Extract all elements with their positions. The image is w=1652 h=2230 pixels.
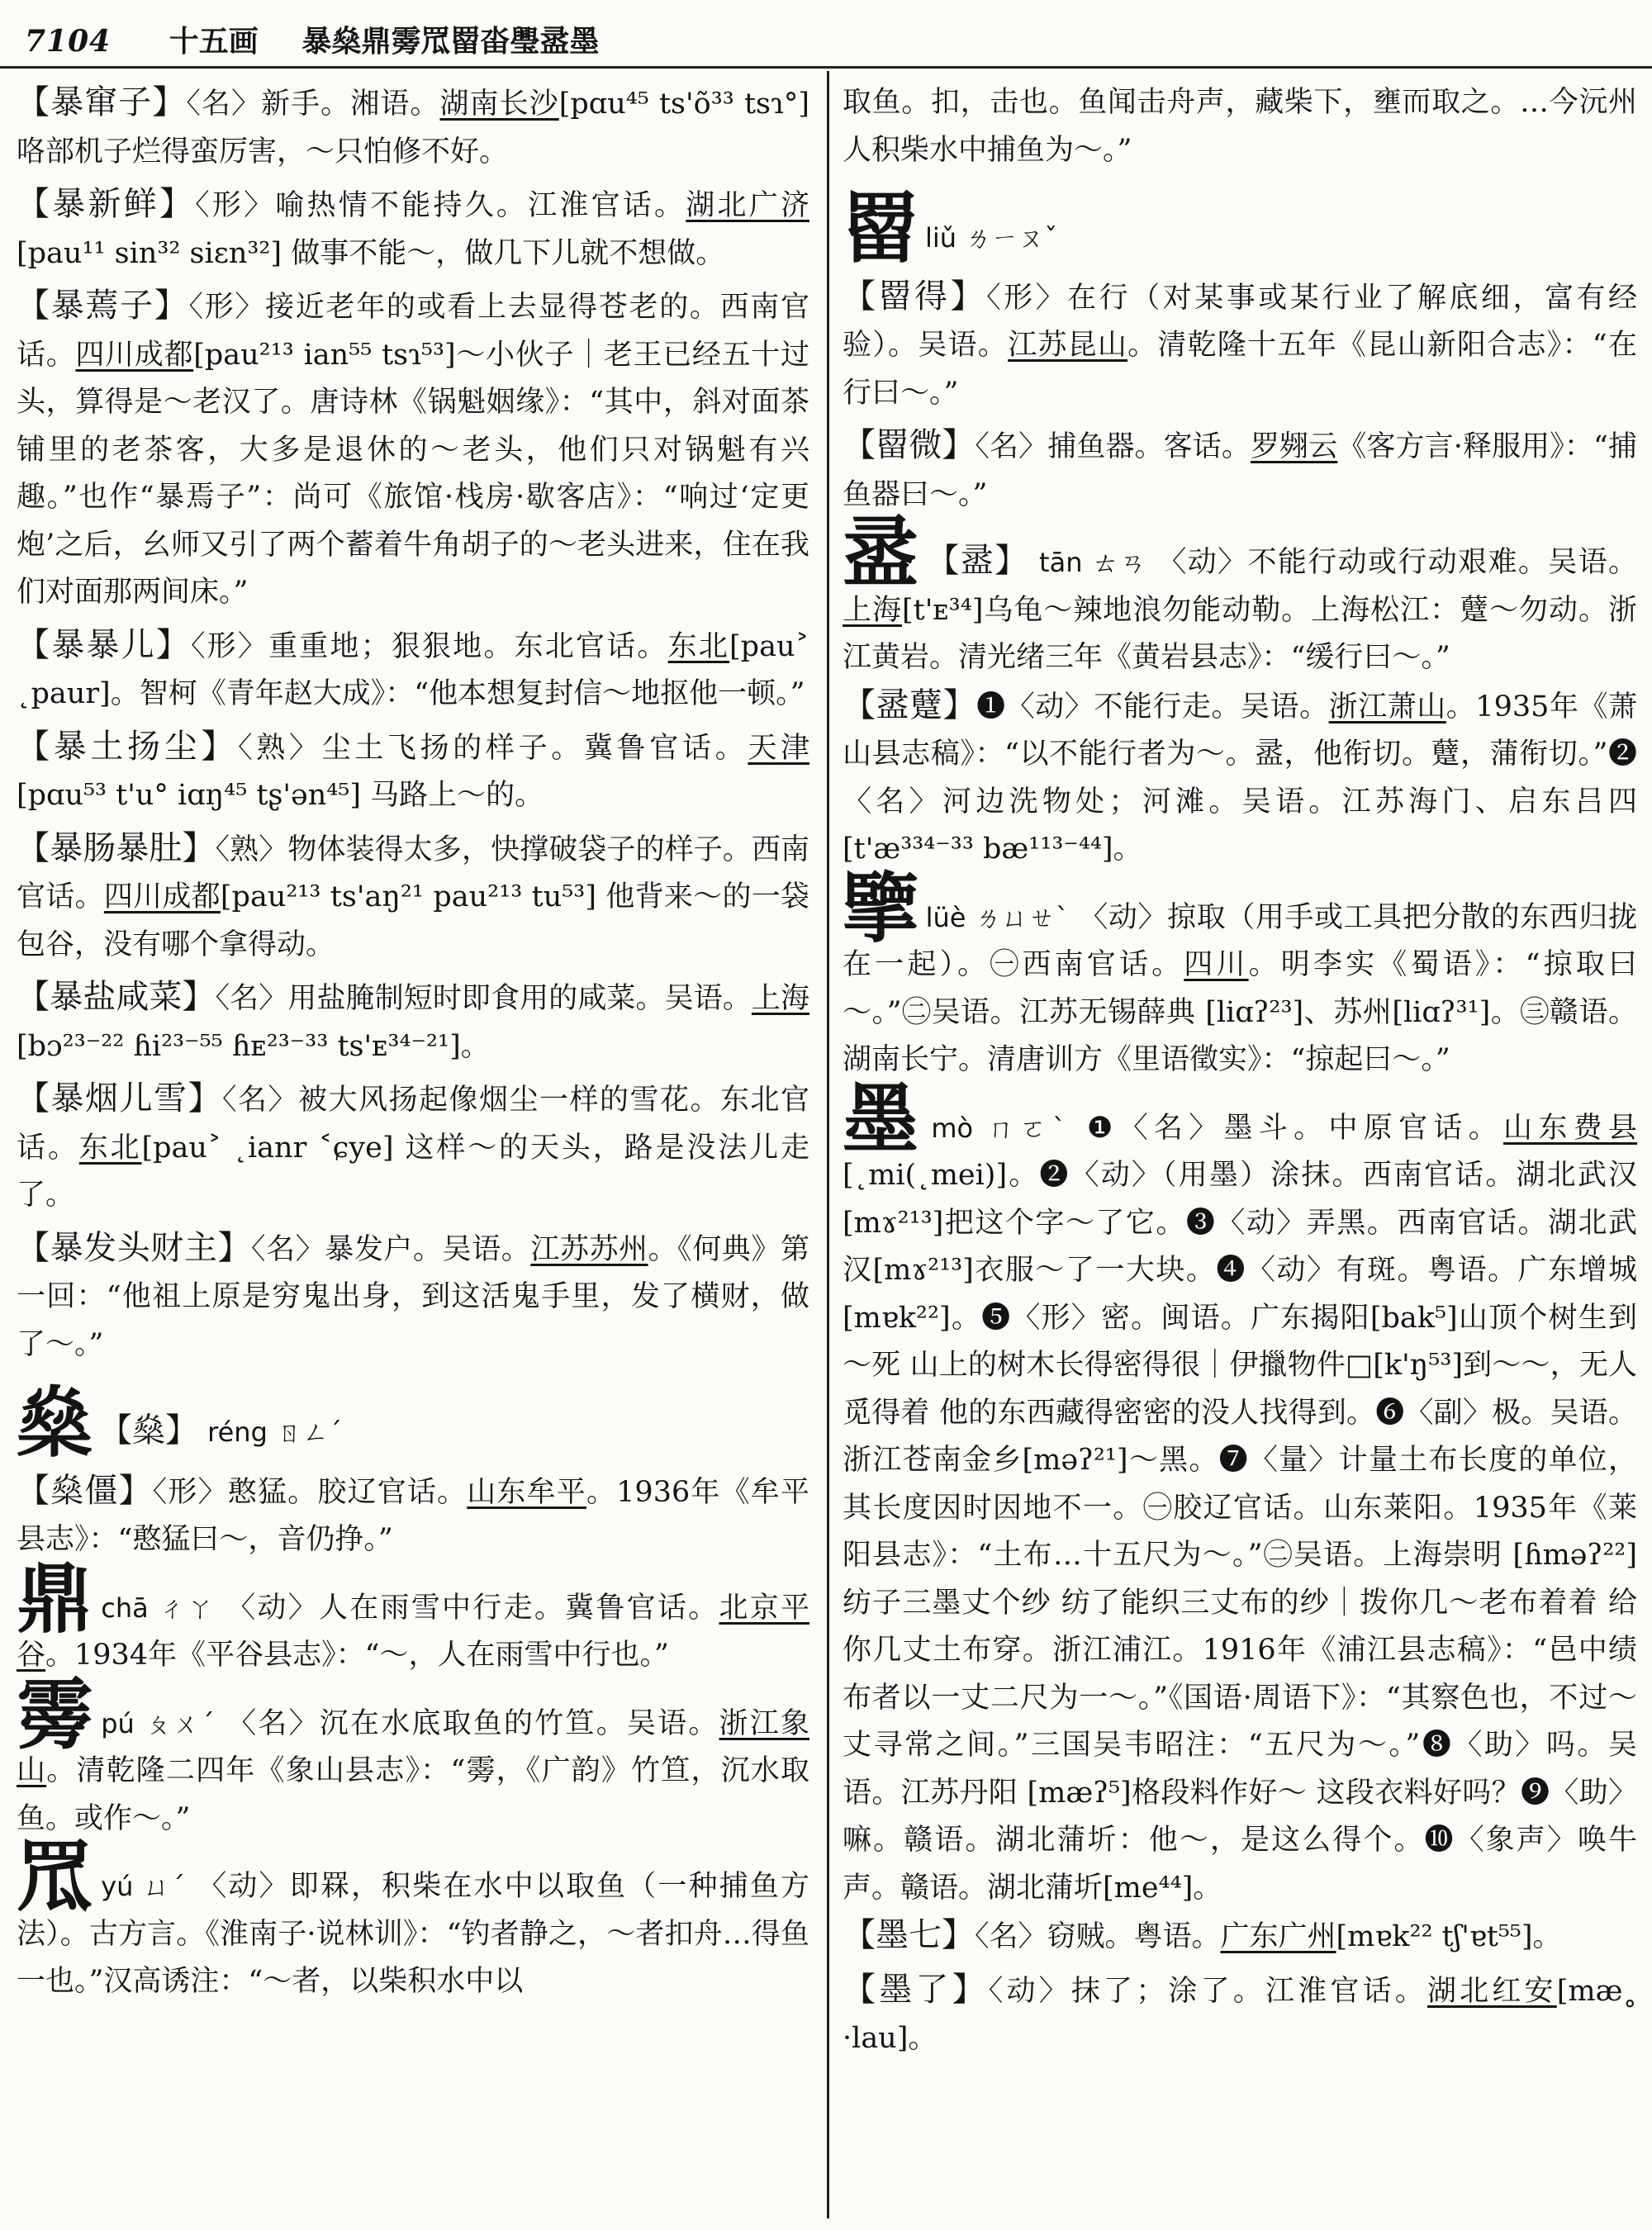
- entry-definition: 〈形〉重重地；狠狠地。东北官话。: [190, 629, 668, 663]
- entry-rest: [pau²¹³ ian⁵⁵ tsɿ⁵³]～小伙子｜老王已经五十过头，算得是～老汉了。唐诗林《锅魁姻缘》：“其中，斜对面茶铺里的老茶客，大多是退休的～老头，他们只对锅魁有兴趣。”也作“暴焉子”：尚可《旅馆·栈房·歇客店》：“响过‘定更炮’之后，幺师又引了两个蓄着牛角胡子的～老头进来，住在我们对面那两间床。”: [17, 338, 809, 609]
- head-character: 䨦: [17, 1669, 95, 1759]
- entry-rest: [pau¹¹ sin³² siɛn³²] 做事不能～，做几下儿就不想做。: [17, 236, 725, 270]
- column-divider: [827, 71, 829, 2218]
- dictionary-entry: [843, 1912, 1637, 1962]
- entry-definition: 〈名〉暴发户。吴语。: [251, 1232, 531, 1266]
- entry-rest: [mæ˳ ·lau]。: [843, 1974, 1637, 2056]
- entry-place: 浙江萧山: [1328, 690, 1446, 724]
- entry-place: 上海: [843, 593, 902, 627]
- character-heading: [17, 1380, 809, 1468]
- entry-definition: 〈动〉即罧，积柴在水中以取鱼（一种捕鱼方法）。古方言。《淮南子·说林训》：“钓者静之，～者扣舟…得鱼一也。”汉高诱注：“～者，以柴积水中以: [17, 1870, 809, 1999]
- entry-headword: 【暴烟儿雪】: [17, 1079, 222, 1117]
- entry-rest: [pau²¹³ ts'aŋ²¹ pau²¹³ tu⁵³] 他背来～的一袋包谷，没有哪个拿得动。: [17, 880, 809, 961]
- entry-rest: 。《何典》第一回：“他祖上原是穷鬼出身，到这活鬼手里，发了横财，做了～。”: [17, 1232, 809, 1361]
- dictionary-entry: [843, 273, 1637, 418]
- entry-place: 四川成都: [103, 880, 221, 913]
- entry-headword: 【罶微】: [843, 426, 976, 465]
- dictionary-entry: [17, 622, 809, 719]
- entry-definition: 〈熟〉尘土飞扬的样子。冀鲁官话。: [238, 731, 748, 765]
- entry-definition: 〈名〉被大风扬起像烟尘一样的雪花。东北官话。: [17, 1084, 809, 1165]
- entry-headword: 【盝躠】: [843, 686, 977, 724]
- page-number: 7104: [25, 24, 112, 59]
- entry-place: 东北: [78, 1131, 142, 1165]
- character-entry: [843, 863, 1637, 1084]
- dictionary-entry: [17, 282, 809, 617]
- entry-definition: 〈名〉窃贼。粤语。: [975, 1920, 1221, 1954]
- entry-place: 山东费县: [1503, 1111, 1637, 1145]
- dictionary-entry: [17, 1225, 809, 1369]
- entry-rest: 。清乾隆十五年《昆山新阳合志》：“在行曰～。”: [843, 329, 1637, 410]
- entry-rest: [pau˃ ˛ianr ˂ɕye] 这样～的天头，路是没法儿走了。: [17, 1131, 809, 1212]
- character-entry: [843, 1074, 1637, 1913]
- entry-definition: 〈熟〉物体装得太多，快撑破袋子的样子。西南官话。: [17, 833, 809, 913]
- entry-rest: 。1934年《平谷县志》：“～，人在雨雪中行也。”: [45, 1639, 669, 1672]
- entry-rest: [pau˃ ˛paur]。智柯《青年赵大成》：“他本想复封信～地抠他一顿。”: [17, 629, 809, 710]
- pronunciation: mò ㄇㄛˋ: [931, 1112, 1072, 1144]
- dictionary-entry: [843, 1967, 1637, 2063]
- entry-headword: 【暴发头财主】: [17, 1228, 252, 1267]
- head-character: 盝: [843, 509, 920, 599]
- entry-headword: 【暴暴儿】: [17, 625, 191, 664]
- entry-headword: 【罶得】: [843, 277, 987, 316]
- entry-definition: 〈动〉不能行动或行动艰难。吴语。: [1157, 546, 1637, 580]
- header-chars: 暴燊鼎䨦罛罶畓璺盝墨: [301, 24, 600, 59]
- entry-definition: 〈动〉抹了；涂了。江淮官话。: [988, 1974, 1427, 2008]
- entry-place: 四川成都: [75, 338, 194, 372]
- pronunciation: chā ㄔㄚ: [101, 1592, 216, 1624]
- entry-rest: [bɔ²³⁻²² ɦi²³⁻⁵⁵ ɦᴇ²³⁻³³ ts'ᴇ³⁴⁻²¹]。: [17, 1029, 490, 1063]
- head-character: 罛: [17, 1833, 95, 1923]
- entry-definition: ❶〈动〉不能行走。吴语。: [976, 690, 1329, 724]
- entry-definition: 〈名〉沉在水底取鱼的竹笪。吴语。: [227, 1706, 719, 1740]
- entry-rest: 。1935年《萧山县志稿》：“以不能行者为～。盝，他衔切。躠，蒲衔切。”❷〈名〉河边洗物处；河滩。吴语。江苏海门、启东吕四[t'æ³³⁴⁻³³ bæ¹¹³⁻⁴⁴]。: [843, 690, 1637, 866]
- head-character: 燊: [17, 1378, 93, 1468]
- variant-form: 【燊】: [99, 1412, 199, 1450]
- entry-rest: [˛mi(˛mei)]。❷〈动〉（用墨）涂抹。西南官话。湖北武汉[mɤ²¹³]把这个字～了它。❸〈动〉弄黑。西南官话。湖北武汉[mɤ²¹³]衣服～了一大块。❹〈动〉有斑。粤语。广东增城[mɐk²²]。❺〈形〉密。闽语。广东揭阳[bak⁵]山顶个树生到～死 山上的树木长得密得很｜伊擸物件□[k'ŋ⁵³]到～～，无人觅得着 他的东西藏得密密的没人找得到。❻〈副〉极。吴语。浙江苍南金乡[məʔ²¹]～黑。❼〈量〉计量土布长度的单位，其长度因时因地不一。㊀胶辽官话。山东莱阳。1935年《莱阳县志》：“土布…十五尺为～。”㊁吴语。上海崇明 [ɦməʔ²²]纺子三墨丈个纱 纺了能织三丈布的纱｜拨你几～老布着着 给你几丈土布穿。浙江浦江。1916年《浦江县志稿》：“邑中绩布者以一丈二尺为一～。”《国语·周语下》：“其察色也，不过～丈寻常之间。”三国吴韦昭注：“五尺为～。”❽〈助〉吗。吴语。江苏丹阳 [mæʔ⁵]格段料作好～ 这段衣料好吗？❾〈助〉嘛。赣语。湖北蒲圻：他～，是这么得个。❿〈象声〉唤牛声。赣语。湖北蒲圻[me⁴⁴]。: [843, 1159, 1637, 1905]
- dictionary-entry: [17, 1468, 809, 1564]
- entry-place: 江苏苏州: [530, 1232, 648, 1266]
- entry-place: 天津: [748, 731, 809, 765]
- right-column: [843, 79, 1637, 2068]
- pronunciation: yú ㄩˊ: [101, 1871, 187, 1903]
- character-entry: [843, 509, 1637, 682]
- entry-headword: 【墨七】: [843, 1916, 975, 1955]
- dictionary-entry: [17, 1075, 809, 1220]
- pronunciation: tān ㄊㄢ: [1039, 547, 1147, 579]
- entry-definition: 〈形〉接近老年的或看上去显得苍老的。西南官话。: [17, 291, 809, 372]
- header-rule: [0, 66, 1652, 69]
- entry-place: 湖南长沙: [439, 88, 559, 121]
- entry-headword: 【暴肠暴肚】: [17, 828, 216, 867]
- entry-place: 湖北广济: [686, 189, 809, 222]
- entry-definition: 〈动〉掠取（用手或工具把分散的东西归拢在一起）。㊀西南官话。: [843, 900, 1637, 982]
- entry-rest: [mɐk²² tʃ'ɐt⁵⁵]。: [1336, 1920, 1562, 1954]
- entry-rest: [pɑu⁵³ t'u° iɑŋ⁴⁵ tʂ'ən⁴⁵] 马路上～的。: [17, 779, 544, 812]
- entry-rest: 。清乾隆二四年《象山县志》：“䨦，《广韵》竹笪，沉水取鱼。或作～。”: [17, 1754, 809, 1835]
- character-entry: [17, 1554, 809, 1680]
- dictionary-entry: [17, 825, 809, 970]
- pronunciation: liǔ ㄌㄧㄡˇ: [925, 222, 1058, 254]
- entry-place: 广东广州: [1220, 1920, 1336, 1954]
- entry-rest: 。明李实《蜀语》：“掠取曰～。”㊁吴语。江苏无锡薛典 [liɑʔ²³]、苏州[liɑʔ³¹]。㊂赣语。湖南长宁。清唐训方《里语徵实》：“掠起曰～。”: [843, 948, 1637, 1077]
- entry-definition: 〈名〉捕鱼器。客话。: [975, 430, 1251, 464]
- dictionary-entry: [17, 974, 809, 1070]
- pronunciation: pú ㄆㄨˊ: [101, 1707, 216, 1739]
- character-entry: [17, 1833, 809, 2006]
- entry-place: 浙江象山: [17, 1706, 809, 1788]
- page-header: [25, 18, 599, 68]
- dictionary-entry: [843, 422, 1637, 519]
- head-character: 墨: [843, 1074, 925, 1164]
- left-column: [17, 79, 809, 2006]
- entry-place: 北京平谷: [17, 1591, 809, 1672]
- variant-form: 【盝】: [926, 542, 1029, 581]
- entry-headword: 【暴蔫子】: [17, 287, 189, 325]
- entry-place: 湖北红安: [1427, 1974, 1557, 2008]
- character-heading: [843, 186, 1637, 273]
- entry-rest: [pɑu⁴⁵ ts'õ³³ tsɿ°] 咯部机子烂得蛮厉害，～只怕修不好。: [17, 88, 809, 168]
- entry-definition: 〈形〉喻热情不能持久。江淮官话。: [195, 189, 686, 222]
- entry-definition: 〈名〉新手。湘语。: [186, 88, 440, 121]
- entry-headword: 【暴盐咸菜】: [17, 978, 216, 1016]
- entry-place: 罗翙云: [1250, 430, 1338, 464]
- head-character: 擥: [843, 863, 919, 953]
- entry-rest: [t'ᴇ³⁴]乌龟～辣地浪勿能动勒。上海松江：躠～勿动。浙江黄岩。清光绪三年《黄岩县志》：“缓行曰～。”: [843, 593, 1637, 675]
- entry-place: 上海: [751, 982, 809, 1015]
- entry-place: 山东牟平: [467, 1475, 586, 1509]
- entry-place: 东北: [667, 629, 730, 663]
- entry-definition: 〈形〉憨猛。胶辽官话。: [152, 1475, 468, 1509]
- entry-place: 江苏昆山: [1008, 329, 1128, 363]
- head-character: 罶: [843, 184, 919, 273]
- head-character: 鼎: [17, 1554, 95, 1644]
- continued-text: 取鱼。扣，击也。鱼闻击舟声，藏柴下，壅而取之。…今沅州人积柴水中捕鱼为～。”: [843, 86, 1637, 167]
- entry-place: 四川: [1184, 948, 1249, 982]
- entry-definition: ❶〈名〉墨斗。中原官话。: [1086, 1111, 1504, 1145]
- section-label: 十五画: [169, 24, 259, 59]
- entry-rest: 。1936年《牟平县志》：“憨猛曰～，音仍挣。”: [17, 1475, 809, 1557]
- pronunciation: lüè ㄌㄩㄝˋ: [925, 901, 1070, 933]
- entry-headword: 【暴新鲜】: [17, 185, 196, 223]
- entry-headword: 【暴窜子】: [17, 83, 187, 121]
- pronunciation: réng ㄖㄥˊ: [207, 1416, 343, 1448]
- dictionary-entry: [17, 724, 809, 820]
- entry-headword: 【燊僵】: [17, 1471, 153, 1510]
- entry-definition: 〈形〉在行（对某事或某行业了解底细，富有经验）。吴语。: [843, 281, 1637, 363]
- dictionary-entry: [843, 682, 1637, 874]
- entry-headword: 【墨了】: [843, 1970, 989, 2009]
- dictionary-entry: [17, 79, 809, 176]
- dictionary-entry: [17, 181, 809, 278]
- character-entry: [17, 1669, 809, 1843]
- entry-headword: 【暴土扬尘】: [17, 727, 239, 766]
- entry-definition: 〈动〉人在雨雪中行走。冀鲁官话。: [226, 1591, 719, 1625]
- entry-definition: 〈名〉用盐腌制短时即食用的咸菜。吴语。: [215, 982, 752, 1015]
- entry-rest: 《客方言·释服用》：“捕鱼器曰～。”: [843, 430, 1637, 511]
